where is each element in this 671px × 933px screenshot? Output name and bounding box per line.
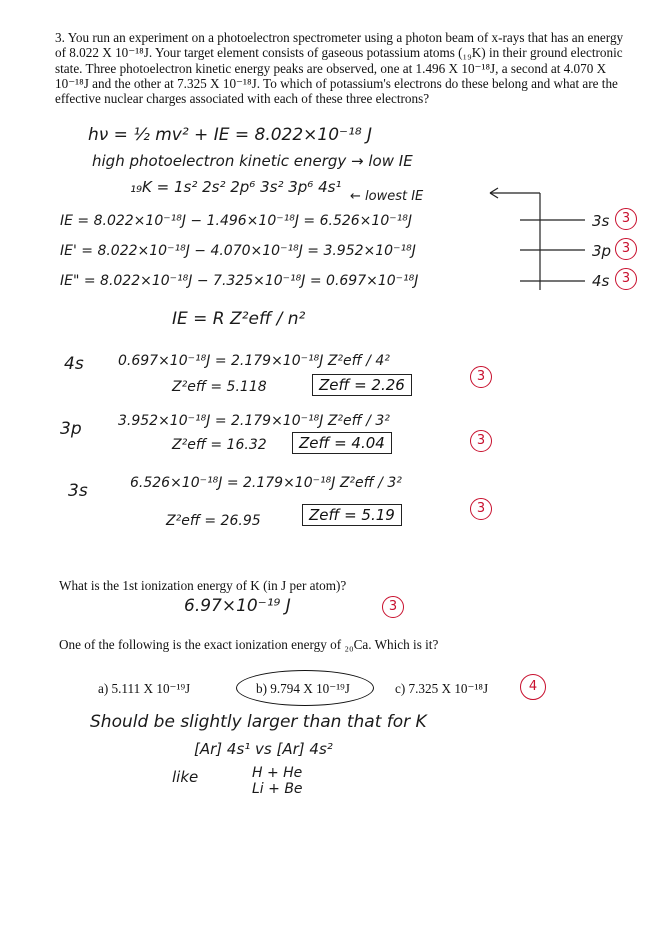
ionization-question: What is the 1st ionization energy of K (in J per atom)? (59, 578, 347, 593)
option-a: a) 5.111 X 10⁻¹⁹J (98, 681, 191, 696)
explanation-line-1: Should be slightly larger than that for K (90, 712, 427, 732)
ie-formula: IE = R Z²eff / n² (172, 309, 306, 329)
question-3-text: 3. You run an experiment on a photoelectron spectrometer using a photon beam of x-rays that has an energy of 8.022 X 10⁻¹⁸J. Your target element consists of gaseous potassium atoms (₁₉K) in their ground electronic state. Three photoelectron kinetic energy peaks are observed, one at 1.496 X 10⁻¹⁸J, a second at 4.070 X 10⁻¹⁸J and the other at 7.325 X 10⁻¹⁸J. To which of potassium's electrons do these belong and what are the effective nuclear charges associated with each of these three electrons? (55, 30, 624, 107)
score-circle: 3 (382, 596, 404, 618)
energy-balance-equation: hν = ½ mv² + IE = 8.022×10⁻¹⁸ J (88, 125, 373, 145)
option-c: c) 7.325 X 10⁻¹⁸J (395, 681, 489, 696)
row-3p-label: 3p (60, 419, 82, 439)
score-circle: 3 (615, 238, 637, 260)
electron-configuration: ₁₉K = 1s² 2s² 2p⁶ 3s² 3p⁶ 4s¹ (130, 178, 342, 196)
row-3s-label: 3s (68, 481, 88, 501)
assignment-4s: 4s (592, 272, 610, 290)
explanation-line-2: [Ar] 4s¹ vs [Ar] 4s² (194, 740, 333, 758)
score-circle: 3 (615, 268, 637, 290)
score-circle: 3 (470, 498, 492, 520)
row-3s-zeff-squared: Z²eff = 26.95 (166, 513, 261, 529)
row-3s-equation: 6.526×10⁻¹⁸J = 2.179×10⁻¹⁸J Z²eff / 3² (130, 475, 402, 491)
row-4s-equation: 0.697×10⁻¹⁸J = 2.179×10⁻¹⁸J Z²eff / 4² (118, 353, 390, 369)
ionization-answer: 6.97×10⁻¹⁹ J (184, 596, 291, 616)
score-circle: 3 (470, 430, 492, 452)
ie-4s-calc: IE" = 8.022×10⁻¹⁸J − 7.325×10⁻¹⁸J = 0.697×10⁻¹⁸J (60, 273, 419, 289)
row-4s-zeff-squared: Z²eff = 5.118 (172, 379, 267, 395)
row-4s-zeff-box: Zeff = 2.26 (312, 374, 412, 396)
explanation-line-3: like (172, 768, 199, 786)
row-3p-zeff-box: Zeff = 4.04 (292, 432, 392, 454)
lowest-ie-note: ← lowest IE (350, 189, 424, 204)
row-3p-equation: 3.952×10⁻¹⁸J = 2.179×10⁻¹⁸J Z²eff / 3² (118, 413, 390, 429)
calcium-question: One of the following is the exact ionization energy of ₂₀Ca. Which is it? (59, 637, 439, 652)
row-4s-label: 4s (64, 354, 84, 374)
score-circle: 4 (520, 674, 546, 700)
score-circle: 3 (615, 208, 637, 230)
row-3s-zeff-box: Zeff = 5.19 (302, 504, 402, 526)
assignment-3s: 3s (592, 212, 610, 230)
ie-3s-calc: IE = 8.022×10⁻¹⁸J − 1.496×10⁻¹⁸J = 6.526×10⁻¹⁸J (60, 213, 412, 229)
ie-3p-calc: IE' = 8.022×10⁻¹⁸J − 4.070×10⁻¹⁸J = 3.952×10⁻¹⁸J (60, 243, 416, 259)
option-b: b) 9.794 X 10⁻¹⁹J (256, 681, 350, 696)
assignment-3p: 3p (592, 242, 612, 260)
kinetic-energy-note: high photoelectron kinetic energy → low IE (92, 152, 413, 170)
explanation-line-4: H + He (252, 765, 303, 781)
explanation-line-5: Li + Be (252, 781, 303, 797)
row-3p-zeff-squared: Z²eff = 16.32 (172, 437, 267, 453)
score-circle: 3 (470, 366, 492, 388)
